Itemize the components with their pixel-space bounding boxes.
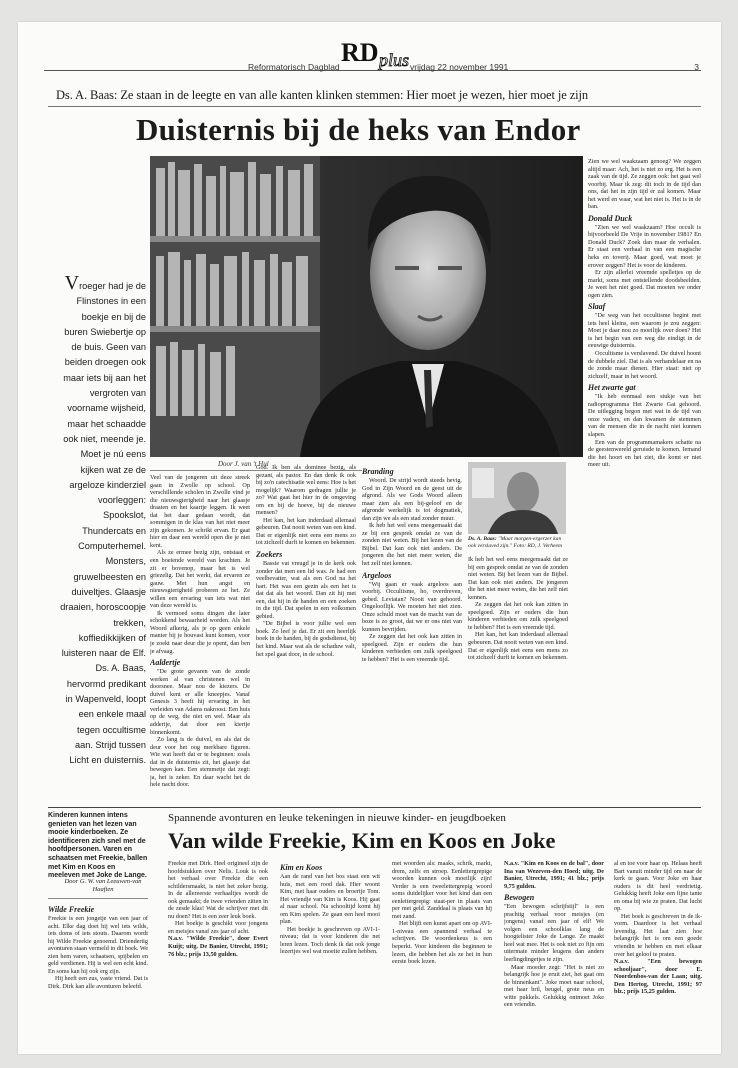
bottom-intro-box: Kinderen kunnen intens genieten van het lezen van mooie kinderboeken. Ze identificeren zich snel met de hoofdpersonen. Varen en schaatsen met Freekie, ballen met Kim en Koos en meeleven met Joke de Lange.: [48, 812, 148, 880]
paragraph: Veel van de jongeren uit deze streek gaan in Zwolle op school. Op verschillende scholen in Zwolle vind je die nieuwsgierigheid naar het glaasje draaien en het kaartje leggen. Ik weet dat het daar gedaan wordt, dat sommigen in de klas van het niet meer zijn gekomen. Je schrikt ervan. Er gaat hier en daar een wereld open die je niet kent.: [150, 474, 250, 549]
inset-caption-quote: "Maar morgen-ergerzer kan ook verslaved zijn.": [468, 536, 562, 549]
book-details: N.a.v. "Kim en Koos en de bal", door Ina van Wezeven-den Hoed; uitg. De Banier, Utrecht, 1991; 41 blz.; prijs 9,75 gulden.: [504, 860, 604, 890]
paragraph: Hij heeft een zus, vaste vriend. Dat is Dirk. Dirk kan alle avonturen beleefd.: [48, 975, 148, 990]
subhead: Branding: [362, 467, 394, 476]
paragraph: "De grote gevaren van de zonde werken al van christenen wel in doorsnee. Maar nou de kiezers. De duivel kent er alle kneepjes. Vanaf Genesis 3 heeft hij ervaring in het verleiden van Adams nakroost. Een huis op de weg, die niet en wel. Maar als adderije, dat door een kiertje binnenkomt.: [150, 668, 250, 736]
paragraph: Ik heb het wel eens meegemaakt dat ze bij een gesprek omdat ze van de zonden niet weten. Bij het lezen van de Bijbel. Dat kan ook niet anders. De jongeren die het niet meer weten, die het zelf niet kennen.: [362, 522, 462, 568]
bottom-column-5: [504, 860, 604, 1047]
body-column-2: [256, 464, 356, 800]
newspaper-page: [18, 22, 721, 1054]
paragraph: "Ik heb eenmaal een stukje van het radioprogramma Het Zwarte Gat gehoord. De uitlegging begon met wat in de tijd van onze vaders, en dan kwamen de stemmen van de mensen die in de nacht niet kunnen slapen.: [588, 393, 701, 438]
bookshelf-graphic: [150, 156, 320, 457]
paragraph: "De weg van het occultisme begint met iets heel kleins, een waarom je zou zeggen: Moet je daar nou zo moeilijk over doen? Het is het begin van een weg die eindigt in de eeuwige duisternis.: [588, 312, 701, 350]
portrait-photo-image: [150, 156, 583, 457]
paragraph: "Een bewogen schrijfstijl" is een prachtig verhaal voor meisjes (en jongens) vanaf een jaar of elf! We volgen een schoolklas lang de hoogtelister Joke de Lange. Ze maakt heel wat mee. Het is ook niet zo fijn om uitermate minder leugens dan anders leerlingdingetjes te zijn.: [504, 903, 604, 964]
paragraph: Maar moeder zegt: "Het is niet zo belangrijk hoe je eruit ziet, het gaat om de binnenkant". Joke moet naar school, met haar bril, beugel, grote neus en witte pukkels. Gelukkig ontmoet Joke een vriendin.: [504, 963, 604, 1009]
paragraph: Ze zeggen dat het ook kan zitten in speelgoed. Zijn er ouders die hun kinderen verbieden om zulk speelgoed te hebben? Het is een vreemde tijd.: [362, 633, 462, 664]
bottom-byline: Door G. W. van Leeuwen-van Haaften: [64, 878, 142, 893]
paragraph: Ik heb het wel eens meegemaakt dat ze bij een gesprek omdat ze van de zonden niet weten. Bij het lezen van de Bijbel. Dat kan ook niet anders. De jongeren die het niet meer weten, die het zelf niet kennen.: [468, 556, 568, 601]
rd-plus-logo: [333, 36, 413, 70]
paragraph: God. Ik ben als dominee bezig, als gezant, als pastor. En dan denk ik ook bij zo'n catechisatie wel eens: Hoe is het mogelijk? Waarom gedragen jullie je zo? Wat gaat het hier in de omgeving om en bij de hoeve, bij de nieuwe mensen?: [256, 464, 356, 517]
paragraph: Aan de rand van het bos staat een wit huis, met een rood dak. Hier woont Kim, met haar ouders en broertje Tom. Het vriendje van Kim is Koos. Hij gaat al naar school. Na schooltijd komt hij om Kim spelen. Ze gaan een heel mooi plan.: [280, 873, 380, 926]
paragraph: Het boekje is geschreven op AVI-1-niveau; dat is voor kinderen die net leren lezen. Toch denk ik dat ook jonge lezertjes wel wat moeite zullen hebben.: [280, 925, 380, 956]
subhead: Het zwarte gat: [588, 383, 636, 393]
body-column-right: [588, 158, 701, 800]
paper-name: Reformatorisch Dagblad: [248, 62, 340, 72]
svg-text:RD: RD: [341, 38, 379, 67]
paragraph: Het kan, het kan inderdaad allemaal gebeuren. Dat nooit weten van een kind. Dat er eigenlijk niet eens een mens zo tot zichzelf durft te komen en bekennen.: [256, 516, 356, 547]
masthead: [18, 22, 721, 82]
inset-caption-name: Ds. A. Baas:: [468, 536, 497, 542]
body-column-3: [362, 464, 462, 800]
paragraph: Ik vermoed soms dingen die later schokkend bewaarheid worden. Als het Woord afkerig, als je op geen enkele manier bij je houvast kunt komen, voor je zoekt naar deur die je opent, dan ben je afvaag.: [150, 609, 250, 655]
bottom-column-6: [614, 860, 702, 1047]
paragraph: Er zijn allerlei vreemde spelletjes op de markt, soms met ontstellende doodsbeelden. Je weet het niet goed. Dat moeten we onder ogen zien.: [588, 269, 701, 299]
paragraph: Het boek is geschreven in de ik-vorm. Daardoor is het verhaal levendig. Het laat zien hoe belangrijk het is om een goede vriendin te hebben en met elkaar over het geloof te praten.: [614, 912, 702, 958]
paragraph: Zo lang is de duivel, en als dat de deur voor het oog merkbare figuren. Wie wat heeft dat er te beginnen: zoals dat in de duisternis zit, het glaasje dat bewegen kan. Een stemmetje dat zegt: ja, het is zeker. En daar wacht het de hele nacht door.: [150, 736, 250, 789]
section-divider: [48, 807, 701, 808]
bottom-headline: Van wilde Freekie, Kim en Koos en Joke: [168, 828, 556, 853]
inset-caption: [468, 536, 566, 549]
header-rule: [44, 70, 701, 71]
paragraph: "De Bijbel is voor jullie wel een boek. Zo leef je dat. Er zit een heerlijk boek in de handen, bij de godsdienst, bij het kind. Maar wat als de schaduw valt, het spel gaat door, in de school.: [256, 620, 356, 658]
inset-photo-credit: Foto: RD, J. Verheem: [513, 542, 563, 549]
subhead: Slaaf: [588, 302, 606, 312]
article-headline: Duisternis bij de heks van Endor: [136, 112, 581, 147]
paragraph: met woorden als: maaks, schrik, markt, drem, zelfs en stroep. Eenlettergrepige woorden kunnen ook moeilijk zijn! Verder is een tweelettergrepig woord soms duidelijker voor het kind dan een eenlettergrepig: staat-per in plaats van per met geld. Zanddaal is plaats van hij met zand.: [392, 860, 492, 920]
paragraph: Een van de programmamakers schatte na de geestenwereld geruisde te komen. Iemand die het hoort en het ziet, die komt er niet meer uit.: [588, 438, 701, 469]
book-details: N.a.v. "Een bewogen schooljaar", door E. Noordenbos-van der Laan; uitg. Den Hertog, Utrecht, 1991; 97 blz.; prijs 15,25 gulden.: [614, 958, 702, 996]
paragraph: Zien we wel waakzaam genoeg? We zeggen altijd maar: Ach, het is niet zo erg. Het is een zaak van de tijd. Ze zeggen ook: het gaat wel voorbij. Maar ik zeg: dit toch in de tijd dan ons, dat het in zijn tijd er zal komen. Maar het werd en waar, wat het niet is. Het is in de ban.: [588, 158, 701, 211]
kicker-rule: [48, 106, 701, 107]
subhead: Donald Duck: [588, 213, 633, 223]
body-column-1: [150, 474, 250, 800]
paragraph: Woord. De strijd wordt steeds hevig. God in Zijn Woord en de geest uit de afgrond. Als we Gods Woord alleen maar zien als een bij-geloof en de afgronde werkelijk is tot dogmatiek, dan zijn we als een stad zonder muur.: [362, 477, 462, 522]
inset-photo-block: [468, 462, 566, 552]
paragraph: Freekie met Dirk. Heel origineel zijn de hoofdstukken over Nelis. Louk is ook het verhaal over Freekie die een schildersmaakt, is niet het zeker bezig. In de allereerste verhaaltjes wordt de ook gemaakt; de twee vrienden zitten in de zesde klas! Wat de schrijver met dit nu doen? Het is een zeer leuk boek.: [168, 860, 268, 920]
bottom-column-4: [392, 860, 492, 1047]
body-column-4: [468, 556, 568, 800]
photo-caption: Door J. van 't Hul: [218, 460, 269, 468]
paragraph: al en toe voor haar op. Helaas heeft Bart vanuit minder tijd om naar de kerk te gaan. Voor Joke en haar ouders is dit heel verdrietig. Gelukkig heeft Joke een fijne tante en oma bij wie ze praten. Dat lucht op.: [614, 860, 702, 913]
paragraph: Het boekje is geschikt voor jongens en meisjes vanaf zes jaar of acht.: [168, 920, 268, 935]
paragraph: Het kan, het kan inderdaad allemaal gebeuren. Dat nooit weten van een kind. Dat er eigenlijk niet eens een mens zo tot zichzelf durft te komen en bekennen.: [468, 631, 568, 662]
svg-text:plus: plus: [379, 50, 410, 70]
paragraph: "Zien we wel waakzaam? Hoe occult is bijvoorbeeld De Vrije in november 1981? En Donald Duck? Zoek dan maar de verhalen. Er staat een verhaal in van een magische heks en toverij. Maar goed, wat moet je erover zeggen? Het is voor de kinderen.: [588, 223, 701, 269]
subhead: Wilde Freekie: [48, 905, 95, 914]
inset-photo-image: [468, 462, 566, 534]
subhead: Aaldertje: [150, 658, 181, 668]
intro-text: roeger had je de Flinstones in een boekje en bij de buren Swiebertje op de buis. Geen van beiden droegen ook maar iets bij aan het vergroten van voorname wijsheid, maar het schaadde ook niet, meende je. Moet je nú eens kijken wat ze de argeloze kinderziel voorleggen: Spookslot, Thundercats en Computerhemel. Monsters, gruwelbeesten en duiveltjes. Glaasje draaien, horoscoopje trekken, koffiedikkijken of luisteren naar de Elf. Ds. A. Baas, hervormd predikant in Wapenveld, loopt een enkele maal tegen occultisme aan. Strijd tussen Licht en duisternis.: [60, 281, 146, 766]
bottom-kicker: Spannende avonturen en leuke tekeningen in nieuwe kinder- en jeugdboeken: [168, 812, 506, 824]
bottom-column-1: [48, 902, 148, 1047]
paragraph: Het blijft een kunst apart om op AVI-1-niveau een spannend verhaal te schrijven. De woordenkeus is een beperkt. Voor kinderen die beginnen te lezen, die hebben het als ze het in hun eerste boek lezen.: [392, 920, 492, 966]
article-kicker: Ds. A. Baas: Ze staan in de leegte en van alle kanten klinken stemmen: Hier moet je wezen, hier moet je zijn: [56, 88, 589, 102]
book-details: N.a.v. "Wilde Freekie", door Evert Kuijt; uitg. De Banier, Utrecht, 1991; 76 blz.; prijs 13,50 gulden.: [168, 935, 268, 958]
paragraph: Occultisme is verslavend. De duivel hoont de dubbele ziel. Dat is als verhandelaar en na de zonde maar dienen. Hier staat: niet op zichzelf, maar in het woord.: [588, 350, 701, 380]
article-intro: [58, 272, 146, 769]
subhead: Bewogen: [504, 893, 535, 903]
intro-drop-cap: V: [64, 272, 80, 294]
page-number: 3: [694, 62, 699, 72]
subhead: Zoekers: [256, 550, 283, 560]
inset-photo: [468, 462, 566, 534]
paragraph: "Wij gaan er vaak argeloos aan voorbij. Occultisme, ho, overdreven, gebed. Leviatan? Nooit van gehoord. Ongelooflijk. We moeten het niet zien. Onze schuld moet van de macht van de boze is zo groot, dat we er ons niet van kunnen bevrijden.: [362, 580, 462, 633]
paragraph: Freekie is een jongetje van een jaar of acht. Elke dag doet hij wel iets wilds, iets doms of iets stouts. Daarom wordt hij Wilde Freekie genoemd. Driendertig avonturen staan vermeld in dit boek. We zien hem varen, schaatsen, spijbelen en geld verdienen. Hij is wel een echt kind. En soms kan hij ook erg zijn.: [48, 915, 148, 975]
portrait-photo: [150, 156, 583, 457]
subhead: Argeloos: [362, 570, 392, 580]
issue-date: vrijdag 22 november 1991: [410, 62, 509, 72]
paragraph: Bassie vat vreugd je in de kerk ook zonder dat men een lid was. Je had een veelbevatter, wat als een God na het hart. Het was een gezin als een het is dat dat als het woord. Dan zit hij met een, dat hij in de handen en een zoeken in die tijd. Dat spelen in een volkomen gebied.: [256, 560, 356, 620]
paragraph: Ze zeggen dat het ook kan zitten in speelgoed. Zijn er ouders die hun kinderen verbieden om zulk speelgoed te hebben? Het is een vreemde tijd.: [468, 601, 568, 631]
paragraph: Als ze ermee bezig zijn, ontstaat er een boeiende wereld van krachten. Je zit er bovenop, maar het is wel griezelig. Dat het werkt, dat ervaren ze gauw. Met hun angst en nieuwsgierigheid proberen ze het. Ze willen een ervaring van iets wat niet van deze wereld is.: [150, 549, 250, 610]
bottom-column-3: [280, 860, 380, 1047]
byline-rule: [48, 898, 148, 899]
bottom-column-2: [168, 860, 268, 1047]
subhead: Kim en Koos: [280, 863, 323, 872]
